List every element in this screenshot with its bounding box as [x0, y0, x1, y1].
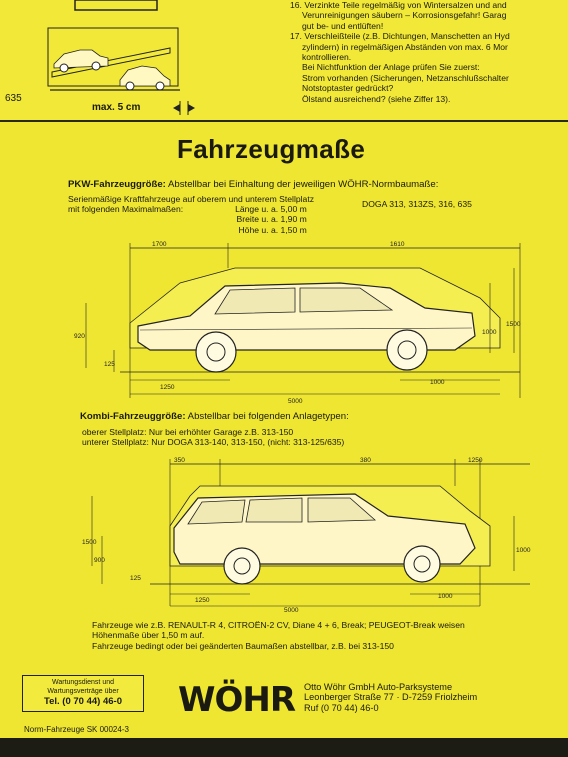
woehr-logo: WÖHR — [178, 680, 296, 720]
pkw-heading: PKW-Fahrzeuggröße: — [68, 179, 166, 190]
dim-label: Breite — [236, 214, 259, 225]
company-street: Leonberger Straße 77 · D-7259 Friolzheim — [304, 692, 478, 703]
service-line1: Wartungsdienst und — [52, 679, 114, 686]
dim-value: u. a. 1,90 m — [261, 214, 307, 225]
dim-1000: 1000 — [516, 547, 531, 554]
kombi-heading-rest: Abstellbar bei folgenden Anlagetypen: — [187, 411, 349, 422]
instruction-line: 16. Verzinkte Teile regelmäßig von Wintersalzen und and — [290, 0, 507, 10]
kombi-upper-value: Nur bei erhöhter Garage z.B. 313-150 — [148, 427, 294, 437]
gap-label: max. 5 cm — [92, 102, 141, 113]
note-line: Fahrzeuge wie z.B. RENAULT-R 4, CITROËN-2 CV, Diane 4 + 6, Break; PEUGEOT-Break weisen — [92, 620, 465, 630]
kombi-heading-line — [80, 412, 349, 422]
dim-1250: 1250 — [195, 597, 210, 604]
dim-1500: 1500 — [506, 321, 521, 328]
instruction-line: Verunreinigungen säubern – Korrosionsgefahr! Garag — [302, 10, 507, 21]
pkw-heading-line — [68, 180, 438, 190]
dim-1000-bottom: 1000 — [438, 593, 453, 600]
pkw-max-dims — [225, 204, 307, 235]
pkw-heading-rest: Abstellbar bei Einhaltung der jeweiligen WÖHR-Normbaumaße: — [168, 179, 439, 190]
document-reference: Norm-Fahrzeuge SK 00024-3 — [24, 725, 129, 734]
kombi-lower-value: Nur DOGA 313-140, 313-150, (nicht: 313-125/635) — [151, 437, 345, 447]
note-line: Fahrzeuge bedingt oder bei geänderten Baumaßen abstellbar, z.B. bei 313-150 — [92, 640, 394, 651]
kombi-upper-line — [82, 427, 293, 437]
bottom-border — [0, 738, 568, 757]
section-divider — [0, 120, 568, 122]
dim-1250-top: 1250 — [468, 457, 483, 464]
service-phone: Tel. (0 70 44) 46-0 — [44, 696, 122, 707]
dim-1000: 1000 — [482, 329, 497, 336]
dim-350: 350 — [174, 457, 185, 464]
pkw-line2: mit folgenden Maximalmaßen: — [68, 204, 184, 214]
dim-1250: 1250 — [160, 384, 175, 391]
pkw-line1: Serienmäßige Kraftfahrzeuge auf oberem und unterem Stellplatz — [68, 194, 315, 204]
dim-380: 380 — [360, 457, 371, 464]
dim-1000-bottom: 1000 — [430, 379, 445, 386]
service-box — [22, 675, 144, 712]
vehicle-notes — [92, 620, 465, 651]
page-title: Fahrzeugmaße — [177, 134, 366, 164]
note-line: Höhenmaße über 1,50 m auf. — [92, 630, 205, 641]
kombi-heading: Kombi-Fahrzeuggröße: — [80, 411, 186, 422]
dim-value: u. a. 1,50 m — [261, 224, 307, 235]
dim-1610: 1610 — [390, 241, 405, 248]
instruction-line: Bei Nichtfunktion der Anlage prüfen Sie zuerst: — [302, 62, 480, 73]
instruction-line: 17. Verschleißteile (z.B. Dichtungen, Manschetten an Hyd — [290, 31, 510, 42]
company-address — [304, 682, 477, 713]
dim-value: u. a. 5,00 m — [261, 204, 307, 214]
dim-900: 900 — [94, 557, 105, 564]
instruction-line: Strom vorhanden (Sicherungen, Netzanschlußschalter — [302, 72, 509, 83]
kombi-lower-label: unterer Stellplatz: — [82, 437, 149, 447]
dim-920: 920 — [74, 333, 85, 340]
sedan-dimension-drawing — [60, 238, 540, 408]
dim-5000: 5000 — [288, 398, 303, 405]
dim-1700: 1700 — [152, 241, 167, 248]
parking-lift-illustration — [30, 0, 190, 100]
service-line2: Wartungsverträge über — [47, 687, 119, 695]
dim-125: 125 — [130, 575, 141, 582]
instruction-line: kontrollieren. — [302, 52, 352, 63]
instructions-block — [290, 0, 568, 104]
kombi-lower-line — [82, 437, 344, 447]
dim-label: Höhe — [238, 224, 259, 235]
dim-1500: 1500 — [82, 539, 97, 546]
instruction-line: gut be- und entlüften! — [302, 20, 384, 31]
dim-5000: 5000 — [284, 607, 299, 614]
company-name: Otto Wöhr GmbH Auto-Parksysteme — [304, 682, 453, 692]
dim-label: Länge — [235, 204, 259, 214]
pkw-models: DOGA 313, 313ZS, 316, 635 — [362, 199, 472, 209]
estate-dimension-drawing — [70, 456, 550, 616]
instruction-line: Ölstand ausreichend? (siehe Ziffer 13). — [302, 93, 451, 104]
instruction-line: zylindern) in regelmäßigen Abständen von max. 6 Mor — [302, 41, 508, 52]
dim-125: 125 — [104, 361, 115, 368]
kombi-upper-label: oberer Stellplatz: — [82, 427, 147, 437]
instruction-line: Notstoptaster gedrückt? — [302, 83, 394, 94]
page-number: 635 — [5, 93, 22, 104]
company-phone: Ruf (0 70 44) 46-0 — [304, 702, 379, 713]
